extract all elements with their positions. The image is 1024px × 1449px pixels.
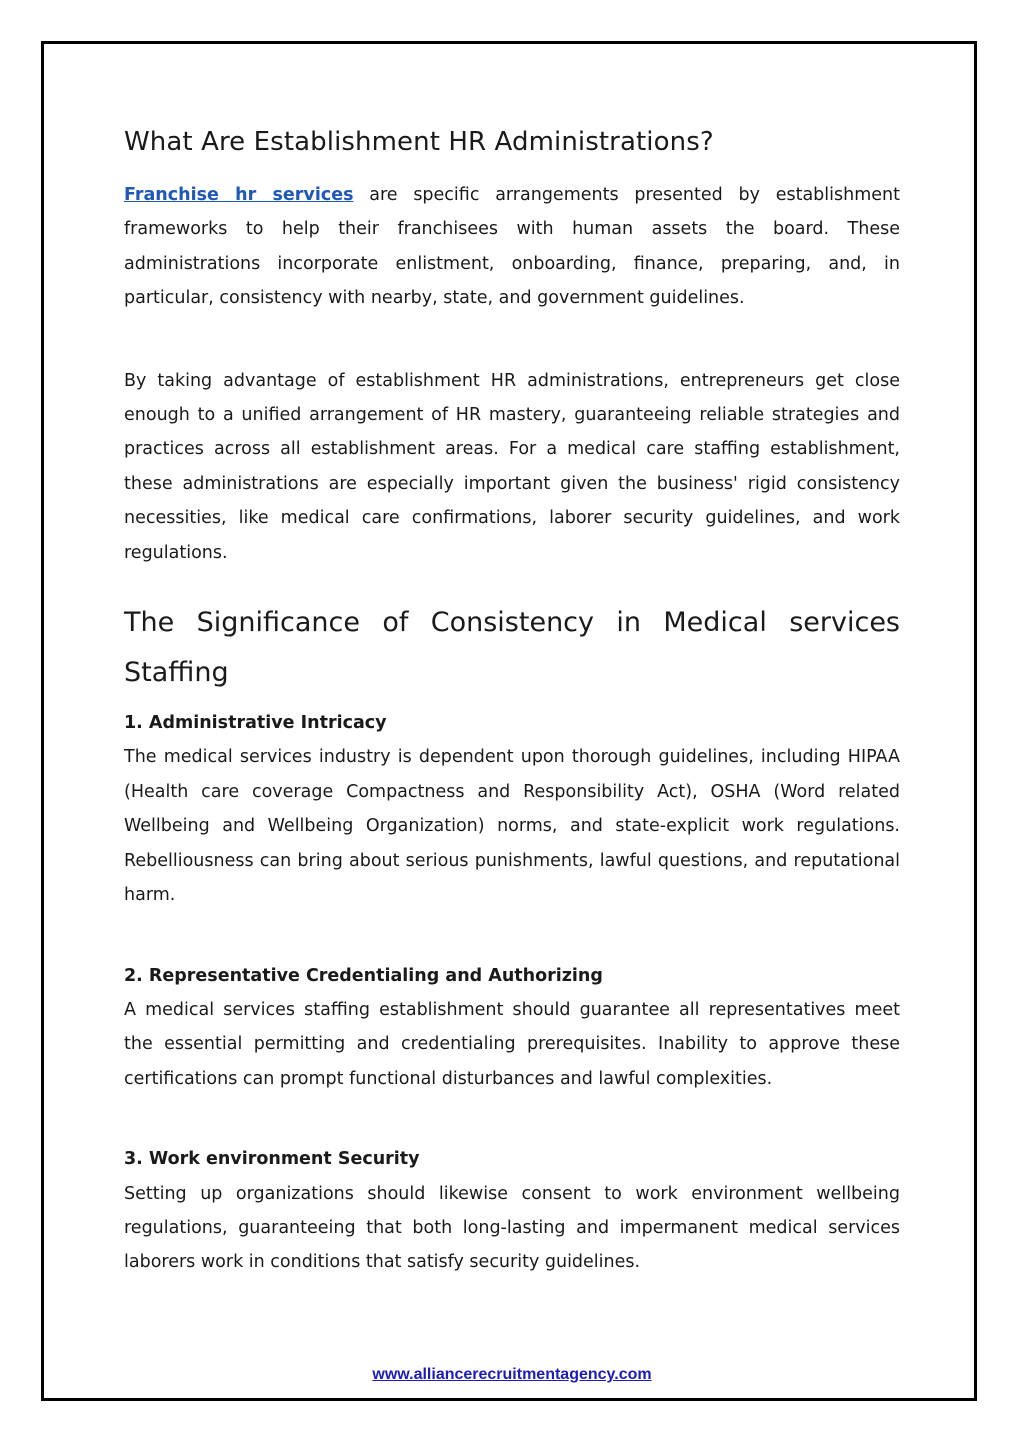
section-1 bbox=[124, 706, 900, 912]
spacer bbox=[124, 316, 900, 364]
section-title: 1. Administrative Intricacy bbox=[124, 713, 387, 734]
section-body: The medical services industry is dependent upon thorough guidelines, including HIPAA (Health care coverage Compactness and Responsibility Act), OSHA (Word related Wellbeing and Wellbeing Organization) norms, and state-explicit work regulations. Rebelliousness can bring about serious punishments, lawful questions, and reputational harm. bbox=[124, 747, 900, 906]
section-body: Setting up organizations should likewise consent to work environment wellbeing regulations, guaranteeing that both long-lasting and impermanent medical services laborers work in conditions that satisfy security guidelines. bbox=[124, 1183, 900, 1273]
spacer bbox=[124, 913, 900, 959]
paragraph-intro bbox=[124, 178, 900, 316]
section-3 bbox=[124, 1142, 900, 1280]
heading-establishment-hr: What Are Establishment HR Administrations? bbox=[124, 127, 714, 157]
spacer bbox=[124, 1096, 900, 1142]
section-title: 3. Work environment Security bbox=[124, 1149, 420, 1170]
section-title: 2. Representative Credentialing and Authorizing bbox=[124, 965, 603, 986]
paragraph-intro-text: are specific arrangements presented by establishment frameworks to help their franchisees with human assets the board. These administrations incorporate enlistment, onboarding, finance, preparing, and, in particular, consistency with nearby, state, and government guidelines. bbox=[124, 185, 900, 309]
footer-website-link[interactable]: www.alliancerecruitmentagency.com bbox=[372, 1366, 652, 1383]
franchise-hr-services-link[interactable]: Franchise hr services bbox=[124, 185, 354, 205]
heading-significance: The Significance of Consistency in Medical services Staffing bbox=[124, 607, 900, 689]
footer bbox=[0, 1366, 1024, 1384]
spacer bbox=[124, 570, 900, 598]
document-content bbox=[124, 118, 900, 1280]
section-body: A medical services staffing establishment should guarantee all representatives meet the essential permitting and credentialing prerequisites. Inability to approve these certifications can prompt functional disturbances and lawful complexities. bbox=[124, 999, 900, 1089]
section-2 bbox=[124, 959, 900, 1097]
paragraph-advantages: By taking advantage of establishment HR administrations, entrepreneurs get close enough to a unified arrangement of HR mastery, guaranteeing reliable strategies and practices across all establishment areas. For a medical care staffing establishment, these administrations are especially important given the business' rigid consistency necessities, like medical care confirmations, laborer security guidelines, and work regulations. bbox=[124, 370, 900, 563]
